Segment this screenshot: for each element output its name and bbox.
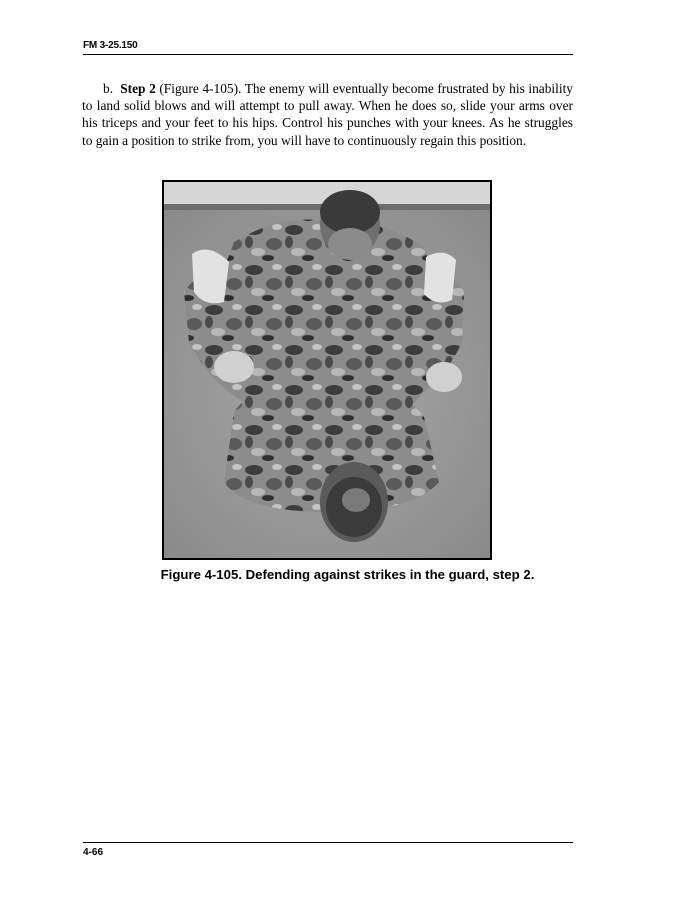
paragraph-text: (Figure 4-105). The enemy will eventually become frustrated by his inability to land solid blows and will attempt to pull away. When he does so, slide your arms over his triceps and your feet to his hips. Control his punches with your knees. As he struggles to gain a position to strike from, you will have to continuously regain this position. <box>82 81 574 148</box>
document-id: FM 3-25.150 <box>83 40 138 51</box>
page-number: 4-66 <box>83 847 104 858</box>
right-hand <box>426 362 462 392</box>
right-foot <box>424 253 456 303</box>
guard-position-illustration <box>164 182 490 558</box>
left-foot <box>192 250 229 304</box>
step-label: Step 2 <box>120 81 156 96</box>
left-hand <box>214 351 254 383</box>
figure-caption: Figure 4-105. Defending against strikes in the guard, step 2. <box>160 567 535 582</box>
page-footer <box>83 842 573 858</box>
figure-photo <box>162 180 492 560</box>
step-2-paragraph <box>82 80 573 149</box>
paragraph-prefix: b. <box>103 81 114 96</box>
page-header <box>83 38 573 55</box>
